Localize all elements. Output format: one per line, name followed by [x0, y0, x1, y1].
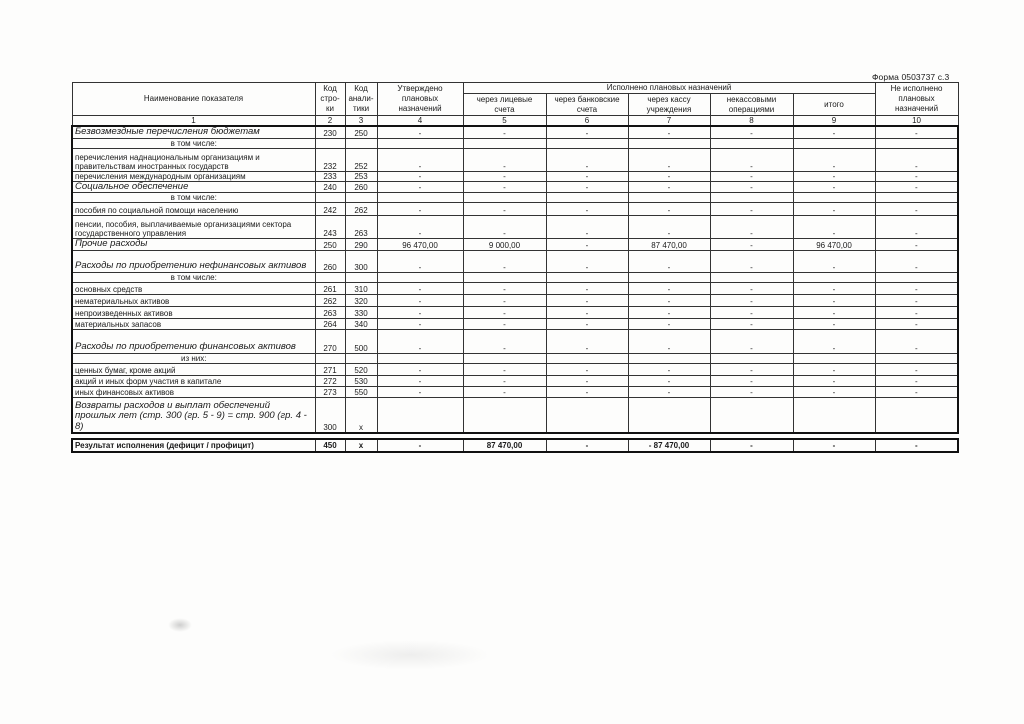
row-not-executed: -: [875, 363, 958, 375]
row-not-executed: [875, 353, 958, 363]
row-not-executed: [875, 397, 958, 433]
table-row: [72, 250, 958, 272]
row-cash: -: [628, 181, 710, 193]
row-approved: -: [377, 148, 463, 171]
row-name: из них:: [72, 353, 315, 363]
table-row: [72, 375, 958, 386]
row-bank: -: [546, 216, 628, 239]
row-line-code: 262: [315, 294, 345, 306]
row-not-executed: -: [875, 294, 958, 306]
row-total: -: [793, 294, 875, 306]
form-number-label: Форма 0503737 с.3: [872, 72, 950, 82]
row-name: акций и иных форм участия в капитале: [72, 375, 315, 386]
row-cash: -: [628, 329, 710, 353]
row-name: Возвраты расходов и выплат обеспечений прошлых лет (стр. 300 (гр. 5 - 9) = стр. 900 (гр. 4 - 8): [72, 397, 315, 433]
header-name: Наименование показателя: [72, 83, 315, 116]
row-personal: -: [463, 294, 546, 306]
row-personal: [463, 397, 546, 433]
col-number: 10: [875, 116, 958, 127]
row-noncash: -: [710, 126, 793, 138]
header-line-code: Код стро-ки: [315, 83, 345, 116]
row-analytics-code: 320: [345, 294, 377, 306]
row-total: 96 470,00: [793, 239, 875, 251]
row-bank: -: [546, 181, 628, 193]
row-bank: -: [546, 294, 628, 306]
row-line-code: 264: [315, 318, 345, 329]
row-noncash: -: [710, 250, 793, 272]
row-personal: -: [463, 386, 546, 397]
row-line-code: [315, 272, 345, 282]
row-noncash: [710, 353, 793, 363]
row-not-executed: [875, 272, 958, 282]
row-approved: -: [377, 375, 463, 386]
header-personal-accounts: через лицевые счета: [463, 94, 546, 116]
paper-smudge: [330, 640, 490, 670]
row-bank: -: [546, 306, 628, 318]
row-line-code: [315, 138, 345, 148]
col-number: 7: [628, 116, 710, 127]
table-row: [72, 294, 958, 306]
row-total: -: [793, 148, 875, 171]
row-approved: [377, 397, 463, 433]
row-noncash: -: [710, 282, 793, 294]
row-noncash: -: [710, 181, 793, 193]
row-personal: -: [463, 148, 546, 171]
row-cash: [628, 138, 710, 148]
row-bank: [546, 397, 628, 433]
row-personal: -: [463, 181, 546, 193]
col-number: 4: [377, 116, 463, 127]
row-personal: -: [463, 282, 546, 294]
row-bank: -: [546, 148, 628, 171]
col-number: 6: [546, 116, 628, 127]
row-approved: [377, 138, 463, 148]
row-noncash: -: [710, 363, 793, 375]
row-total: -: [793, 318, 875, 329]
row-analytics-code: x: [345, 397, 377, 433]
row-line-code: 230: [315, 126, 345, 138]
total-sum: -: [793, 439, 875, 452]
row-line-code: [315, 353, 345, 363]
row-personal: -: [463, 306, 546, 318]
row-line-code: 261: [315, 282, 345, 294]
row-bank: -: [546, 250, 628, 272]
row-line-code: 240: [315, 181, 345, 193]
total-row-name: Результат исполнения (дефицит / профицит): [72, 439, 315, 452]
row-approved: -: [377, 386, 463, 397]
row-approved: -: [377, 306, 463, 318]
row-noncash: [710, 397, 793, 433]
report-body: [72, 126, 958, 433]
row-noncash: -: [710, 239, 793, 251]
row-name: материальных запасов: [72, 318, 315, 329]
row-personal: -: [463, 318, 546, 329]
row-not-executed: -: [875, 126, 958, 138]
row-analytics-code: 520: [345, 363, 377, 375]
row-name: основных средств: [72, 282, 315, 294]
row-noncash: [710, 138, 793, 148]
row-noncash: -: [710, 375, 793, 386]
row-cash: [628, 193, 710, 203]
row-personal: [463, 138, 546, 148]
row-total: [793, 138, 875, 148]
col-number: 2: [315, 116, 345, 127]
row-personal: [463, 353, 546, 363]
row-line-code: 270: [315, 329, 345, 353]
header-total: итого: [793, 94, 875, 116]
row-line-code: 271: [315, 363, 345, 375]
row-cash: -: [628, 171, 710, 181]
row-approved: -: [377, 181, 463, 193]
row-analytics-code: 263: [345, 216, 377, 239]
row-personal: 9 000,00: [463, 239, 546, 251]
header-approved: Утверждено плановых назначений: [377, 83, 463, 116]
table-row: [72, 306, 958, 318]
row-name: перечисления международным организациям: [72, 171, 315, 181]
row-analytics-code: [345, 272, 377, 282]
row-line-code: 242: [315, 203, 345, 216]
row-personal: -: [463, 126, 546, 138]
row-approved: -: [377, 294, 463, 306]
row-total: [793, 272, 875, 282]
row-analytics-code: 252: [345, 148, 377, 171]
row-analytics-code: 550: [345, 386, 377, 397]
row-cash: [628, 272, 710, 282]
row-total: -: [793, 306, 875, 318]
row-analytics-code: 330: [345, 306, 377, 318]
row-bank: -: [546, 375, 628, 386]
table-row: [72, 363, 958, 375]
header-not-executed: Не исполнено плановых назначений: [875, 83, 958, 116]
row-bank: -: [546, 171, 628, 181]
row-personal: -: [463, 216, 546, 239]
row-noncash: -: [710, 216, 793, 239]
row-line-code: 250: [315, 239, 345, 251]
row-name: пенсии, пособия, выплачиваемые организациями сектора государственного управления: [72, 216, 315, 239]
row-analytics-code: 340: [345, 318, 377, 329]
row-bank: [546, 138, 628, 148]
row-total: -: [793, 203, 875, 216]
row-bank: -: [546, 386, 628, 397]
row-name: нематериальных активов: [72, 294, 315, 306]
table-row: [72, 181, 958, 193]
row-total: [793, 397, 875, 433]
row-noncash: -: [710, 148, 793, 171]
table-row: [72, 126, 958, 138]
table-row: [72, 239, 958, 251]
row-not-executed: -: [875, 181, 958, 193]
row-total: -: [793, 386, 875, 397]
table-row: [72, 216, 958, 239]
total-approved: -: [377, 439, 463, 452]
row-name: Социальное обеспечение: [72, 181, 315, 193]
row-line-code: 260: [315, 250, 345, 272]
row-bank: -: [546, 126, 628, 138]
table-row: [72, 138, 958, 148]
row-analytics-code: [345, 138, 377, 148]
table-row: [72, 397, 958, 433]
row-not-executed: -: [875, 239, 958, 251]
row-cash: -: [628, 148, 710, 171]
total-row-analytics: x: [345, 439, 377, 452]
row-personal: [463, 272, 546, 282]
row-name: в том числе:: [72, 272, 315, 282]
row-cash: -: [628, 375, 710, 386]
row-not-executed: -: [875, 386, 958, 397]
row-noncash: -: [710, 329, 793, 353]
col-number: 9: [793, 116, 875, 127]
row-not-executed: -: [875, 203, 958, 216]
row-cash: -: [628, 363, 710, 375]
row-name: в том числе:: [72, 193, 315, 203]
row-bank: [546, 272, 628, 282]
row-not-executed: -: [875, 306, 958, 318]
row-approved: -: [377, 216, 463, 239]
row-bank: -: [546, 282, 628, 294]
row-approved: [377, 193, 463, 203]
row-not-executed: -: [875, 329, 958, 353]
row-approved: -: [377, 171, 463, 181]
row-bank: -: [546, 239, 628, 251]
row-bank: [546, 193, 628, 203]
row-cash: -: [628, 318, 710, 329]
row-line-code: 233: [315, 171, 345, 181]
table-row: [72, 329, 958, 353]
table-row: [72, 193, 958, 203]
table-row: [72, 272, 958, 282]
row-line-code: [315, 193, 345, 203]
row-analytics-code: 310: [345, 282, 377, 294]
row-analytics-code: 262: [345, 203, 377, 216]
row-name: непроизведенных активов: [72, 306, 315, 318]
row-total: -: [793, 375, 875, 386]
row-cash: [628, 397, 710, 433]
table-row: [72, 282, 958, 294]
row-noncash: -: [710, 386, 793, 397]
row-personal: -: [463, 203, 546, 216]
row-noncash: [710, 193, 793, 203]
row-approved: -: [377, 126, 463, 138]
row-not-executed: -: [875, 148, 958, 171]
row-total: -: [793, 181, 875, 193]
row-analytics-code: 300: [345, 250, 377, 272]
row-bank: -: [546, 329, 628, 353]
row-not-executed: -: [875, 171, 958, 181]
row-line-code: 243: [315, 216, 345, 239]
col-number: 5: [463, 116, 546, 127]
row-bank: -: [546, 318, 628, 329]
row-analytics-code: 260: [345, 181, 377, 193]
row-total: -: [793, 250, 875, 272]
row-cash: -: [628, 282, 710, 294]
row-noncash: -: [710, 171, 793, 181]
row-cash: -: [628, 203, 710, 216]
row-total: [793, 353, 875, 363]
header-bank-accounts: через банковские счета: [546, 94, 628, 116]
row-approved: 96 470,00: [377, 239, 463, 251]
header-executed: Исполнено плановых назначений: [463, 83, 875, 94]
row-cash: -: [628, 126, 710, 138]
row-personal: -: [463, 375, 546, 386]
row-name: ценных бумаг, кроме акций: [72, 363, 315, 375]
table-row: [72, 203, 958, 216]
row-approved: [377, 272, 463, 282]
row-total: -: [793, 216, 875, 239]
col-number: 3: [345, 116, 377, 127]
row-approved: -: [377, 282, 463, 294]
row-line-code: 272: [315, 375, 345, 386]
row-cash: -: [628, 250, 710, 272]
row-name: иных финансовых активов: [72, 386, 315, 397]
row-cash: -: [628, 294, 710, 306]
row-not-executed: -: [875, 318, 958, 329]
row-total: -: [793, 171, 875, 181]
row-total: -: [793, 126, 875, 138]
row-personal: -: [463, 250, 546, 272]
total-not-executed: -: [875, 439, 958, 452]
row-not-executed: [875, 138, 958, 148]
expenditure-report-table: [71, 82, 959, 453]
row-analytics-code: 500: [345, 329, 377, 353]
row-name: Безвозмездные перечисления бюджетам: [72, 126, 315, 138]
paper-smudge: [168, 618, 192, 632]
row-line-code: 263: [315, 306, 345, 318]
table-row: [72, 386, 958, 397]
column-numbers-row: [72, 116, 958, 127]
row-not-executed: [875, 193, 958, 203]
row-approved: -: [377, 318, 463, 329]
row-analytics-code: [345, 353, 377, 363]
table-row: [72, 171, 958, 181]
row-noncash: -: [710, 318, 793, 329]
row-not-executed: -: [875, 250, 958, 272]
row-cash: -: [628, 216, 710, 239]
row-personal: -: [463, 171, 546, 181]
row-approved: -: [377, 329, 463, 353]
row-not-executed: -: [875, 216, 958, 239]
row-analytics-code: 290: [345, 239, 377, 251]
row-personal: -: [463, 363, 546, 375]
row-total: -: [793, 329, 875, 353]
row-noncash: -: [710, 306, 793, 318]
total-row-code: 450: [315, 439, 345, 452]
col-number: 8: [710, 116, 793, 127]
table-row: [72, 353, 958, 363]
row-analytics-code: 253: [345, 171, 377, 181]
row-approved: -: [377, 250, 463, 272]
total-personal: 87 470,00: [463, 439, 546, 452]
table-row: [72, 148, 958, 171]
table-row: [72, 318, 958, 329]
row-total: [793, 193, 875, 203]
row-line-code: 300: [315, 397, 345, 433]
row-noncash: -: [710, 294, 793, 306]
row-personal: [463, 193, 546, 203]
row-total: -: [793, 363, 875, 375]
row-not-executed: -: [875, 282, 958, 294]
row-bank: -: [546, 203, 628, 216]
header-noncash: некассовыми операциями: [710, 94, 793, 116]
row-not-executed: -: [875, 375, 958, 386]
row-approved: -: [377, 363, 463, 375]
row-analytics-code: [345, 193, 377, 203]
row-name: в том числе:: [72, 138, 315, 148]
row-noncash: -: [710, 203, 793, 216]
row-personal: -: [463, 329, 546, 353]
row-analytics-code: 530: [345, 375, 377, 386]
row-name: Расходы по приобретению финансовых активов: [72, 329, 315, 353]
total-bank: -: [546, 439, 628, 452]
row-cash: 87 470,00: [628, 239, 710, 251]
row-name: перечисления наднациональным организациям и правительствам иностранных государств: [72, 148, 315, 171]
header-analytics-code: Код анали-тики: [345, 83, 377, 116]
row-cash: -: [628, 386, 710, 397]
row-approved: -: [377, 203, 463, 216]
header-cash-desk: через кассу учреждения: [628, 94, 710, 116]
row-name: пособия по социальной помощи населению: [72, 203, 315, 216]
row-line-code: 273: [315, 386, 345, 397]
row-name: Прочие расходы: [72, 239, 315, 251]
row-bank: [546, 353, 628, 363]
row-noncash: [710, 272, 793, 282]
row-analytics-code: 250: [345, 126, 377, 138]
total-noncash: -: [710, 439, 793, 452]
row-bank: -: [546, 363, 628, 375]
row-total: -: [793, 282, 875, 294]
row-name: Расходы по приобретению нефинансовых активов: [72, 250, 315, 272]
col-number: 1: [72, 116, 315, 127]
row-cash: [628, 353, 710, 363]
total-row: [72, 439, 958, 452]
row-line-code: 232: [315, 148, 345, 171]
row-approved: [377, 353, 463, 363]
total-cash: - 87 470,00: [628, 439, 710, 452]
row-cash: -: [628, 306, 710, 318]
